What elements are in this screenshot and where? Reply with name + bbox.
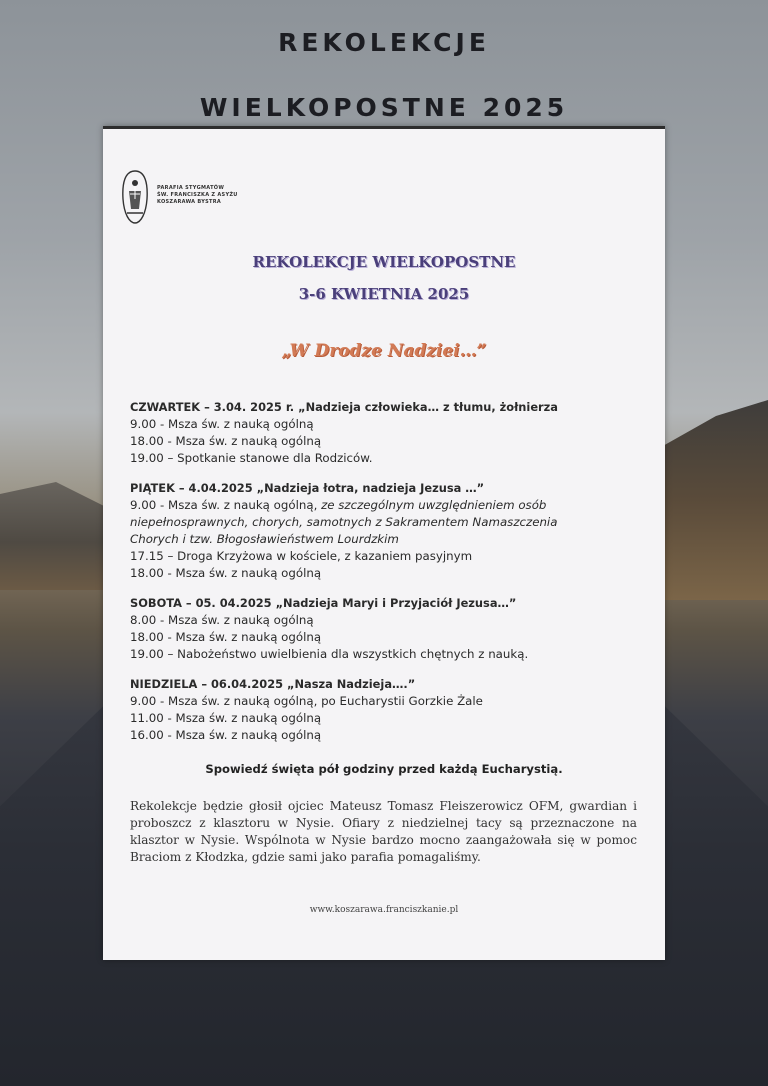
schedule-item: 16.00 - Msza św. z nauką ogólną (130, 728, 322, 742)
schedule-item: 18.00 - Msza św. z nauką ogólną (130, 434, 322, 448)
schedule-item: 19.00 – Nabożeństwo uwielbienia dla wszystkich chętnych z nauką. (130, 647, 529, 661)
parish-name-line: ŚW. FRANCISZKA Z ASYŻU (157, 192, 238, 198)
confession-note: Spowiedź święta pół godziny przed każdą Eucharystią. (205, 762, 563, 776)
schedule-item: Chorych i tzw. Błogosławieństwem Lourdzkim (130, 532, 399, 546)
parish-website-link[interactable]: www.koszarawa.franciszkanie.pl (309, 905, 459, 915)
parish-name-line: KOSZARAWA BYSTRA (157, 199, 222, 205)
day-header: NIEDZIELA – 06.04.2025 „Nasza Nadzieja….” (130, 677, 416, 691)
parish-name-line: PARAFIA STYGMATÓW (157, 185, 225, 191)
retreat-info-paragraph: Rekolekcje będzie głosił ojciec Mateusz Tomasz Fleiszerowicz OFM, gwardian i proboszcz z klasztoru w Nysie. Ofiary z niedzielnej tacy są przeznaczone na klasztor w Nysie. Wspólnota w Nysie bardzo mocno zaangażowała się w pomoc Braciom z Kłodzka, gdzie sami jako parafia pomagaliśmy. (130, 799, 637, 864)
schedule-item: 18.00 - Msza św. z nauką ogólną (130, 566, 322, 580)
poster-heading-line1: REKOLEKCJE WIELKOPOSTNE (252, 253, 516, 271)
schedule-item-text: 9.00 - Msza św. z nauką ogólną, (130, 498, 322, 512)
schedule-day-friday (130, 480, 645, 582)
schedule-item: 17.15 – Droga Krzyżowa w kościele, z kazaniem pasyjnym (130, 549, 473, 563)
cover-title-line2: WIELKOPOSTNE 2025 (199, 93, 569, 122)
schedule-item: 19.00 – Spotkanie stanowe dla Rodziców. (130, 451, 373, 465)
schedule-item (130, 497, 645, 514)
schedule-item: 18.00 - Msza św. z nauką ogólną (130, 630, 322, 644)
schedule-item: 9.00 - Msza św. z nauką ogólną (130, 417, 314, 431)
parish-seal-icon (121, 169, 149, 225)
cover-title-line1: REKOLEKCJE (278, 28, 490, 57)
schedule-item: 8.00 - Msza św. z nauką ogólną (130, 613, 314, 627)
schedule-item-note: ze szczególnym uwzględnieniem osób (321, 498, 547, 512)
schedule-day-sunday (130, 676, 645, 744)
schedule-item: 9.00 - Msza św. z nauką ogólną, po Eucharystii Gorzkie Żale (130, 694, 483, 708)
day-header: SOBOTA – 05. 04.2025 „Nadzieja Maryi i Przyjaciół Jezusa…” (130, 596, 517, 610)
schedule-day-saturday (130, 595, 645, 663)
parish-name (157, 185, 317, 206)
day-header: PIĄTEK – 4.04.2025 „Nadzieja łotra, nadzieja Jezusa …” (130, 481, 485, 495)
poster-heading-line2: 3-6 KWIETNIA 2025 (298, 285, 470, 303)
poster-motto: „W Drodze Nadziei…” (281, 341, 487, 361)
schedule-day-thursday (130, 399, 645, 467)
day-header: CZWARTEK – 3.04. 2025 r. „Nadzieja człowieka… z tłumu, żołnierza (130, 400, 558, 414)
schedule-item: 11.00 - Msza św. z nauką ogólną (130, 711, 322, 725)
schedule (130, 399, 645, 757)
poster-sheet (103, 126, 665, 960)
schedule-item: niepełnosprawnych, chorych, samotnych z Sakramentem Namaszczenia (130, 515, 558, 529)
